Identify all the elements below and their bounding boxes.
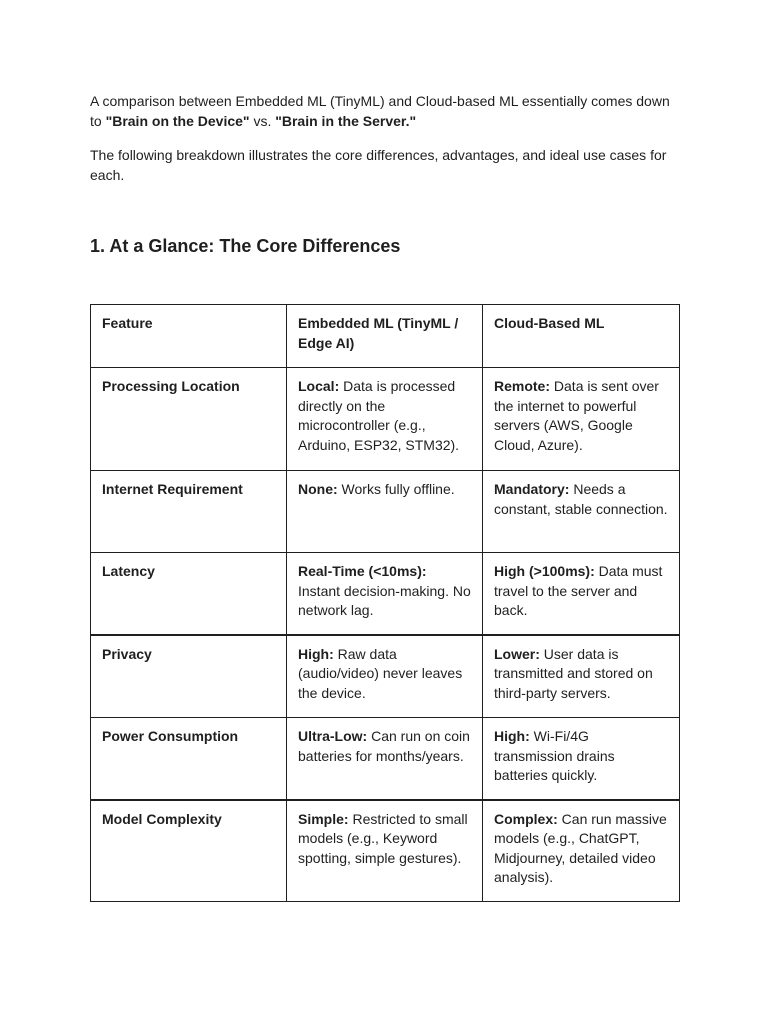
feature-cell: Internet Requirement xyxy=(91,471,287,553)
embedded-cell xyxy=(287,553,483,635)
embedded-cell xyxy=(287,718,483,800)
table-row xyxy=(91,718,680,800)
brain-on-device-phrase: "Brain on the Device" xyxy=(105,112,250,129)
feature-cell: Power Consumption xyxy=(91,718,287,800)
header-embedded-ml: Embedded ML (TinyML / Edge AI) xyxy=(287,305,483,368)
cloud-lead: Mandatory: xyxy=(494,481,570,497)
intro-section xyxy=(90,92,680,185)
embedded-text: Works fully offline. xyxy=(337,481,455,497)
table-row xyxy=(91,635,680,718)
intro-paragraph-2: The following breakdown illustrates the core differences, advantages, and ideal use cases for each. xyxy=(90,147,667,183)
header-cloud-ml: Cloud-Based ML xyxy=(483,305,680,368)
embedded-text: Restricted to small models (e.g., Keyword spotting, simple gestures). xyxy=(298,810,468,866)
embedded-text: Raw data (audio/video) never leaves the device. xyxy=(298,645,463,701)
embedded-cell xyxy=(287,800,483,902)
cloud-text: Wi-Fi/4G transmission drains batteries quickly. xyxy=(494,728,615,783)
cloud-cell xyxy=(483,635,680,718)
cloud-text: Can run massive models (e.g., ChatGPT, Midjourney, detailed video analysis). xyxy=(494,810,667,885)
embedded-cell xyxy=(287,368,483,471)
cloud-cell xyxy=(483,471,680,553)
cloud-cell xyxy=(483,800,680,902)
feature-cell: Latency xyxy=(91,553,287,635)
embedded-text: Data is processed directly on the microcontroller (e.g., Arduino, ESP32, STM32). xyxy=(298,378,460,453)
cloud-lead: Remote: xyxy=(494,378,551,394)
intro-vs-text: vs. xyxy=(249,112,276,129)
embedded-text: Instant decision-making. No network lag. xyxy=(298,582,471,618)
embedded-lead: High: xyxy=(298,645,334,662)
cloud-cell xyxy=(483,553,680,635)
cloud-text: User data is transmitted and stored on third-party servers. xyxy=(494,645,653,701)
table-row xyxy=(91,368,680,471)
feature-cell: Privacy xyxy=(91,635,287,718)
brain-in-server-phrase: "Brain in the Server." xyxy=(275,112,417,129)
cloud-cell xyxy=(483,368,680,471)
table-header-row xyxy=(91,305,680,368)
cloud-text: Data must travel to the server and back. xyxy=(494,563,663,618)
embedded-lead: Simple: xyxy=(298,810,349,827)
embedded-lead: Local: xyxy=(298,378,340,394)
header-feature: Feature xyxy=(91,305,287,368)
table-row xyxy=(91,553,680,635)
intro-text: A comparison between Embedded ML (TinyML) and Cloud-based ML essentially comes down to xyxy=(90,93,670,129)
cloud-text: Needs a constant, stable connection. xyxy=(494,481,668,517)
section-heading: 1. At a Glance: The Core Differences xyxy=(90,236,401,256)
table-row xyxy=(91,471,680,553)
cloud-lead: High: xyxy=(494,728,530,744)
embedded-cell xyxy=(287,471,483,553)
feature-cell: Processing Location xyxy=(91,368,287,471)
comparison-table xyxy=(90,304,680,902)
embedded-text: Can run on coin batteries for months/years. xyxy=(298,728,470,764)
cloud-text: Data is sent over the internet to powerful servers (AWS, Google Cloud, Azure). xyxy=(494,378,659,453)
embedded-lead: Ultra-Low: xyxy=(298,728,368,744)
feature-cell: Model Complexity xyxy=(91,800,287,902)
intro-paragraph-1 xyxy=(90,92,680,131)
table-row xyxy=(91,800,680,902)
cloud-lead: Lower: xyxy=(494,645,540,662)
cloud-cell xyxy=(483,718,680,800)
embedded-lead: Real-Time (<10ms): xyxy=(298,563,427,579)
embedded-lead: None: xyxy=(298,481,338,497)
cloud-lead: Complex: xyxy=(494,810,558,827)
embedded-cell xyxy=(287,635,483,718)
cloud-lead: High (>100ms): xyxy=(494,563,595,579)
